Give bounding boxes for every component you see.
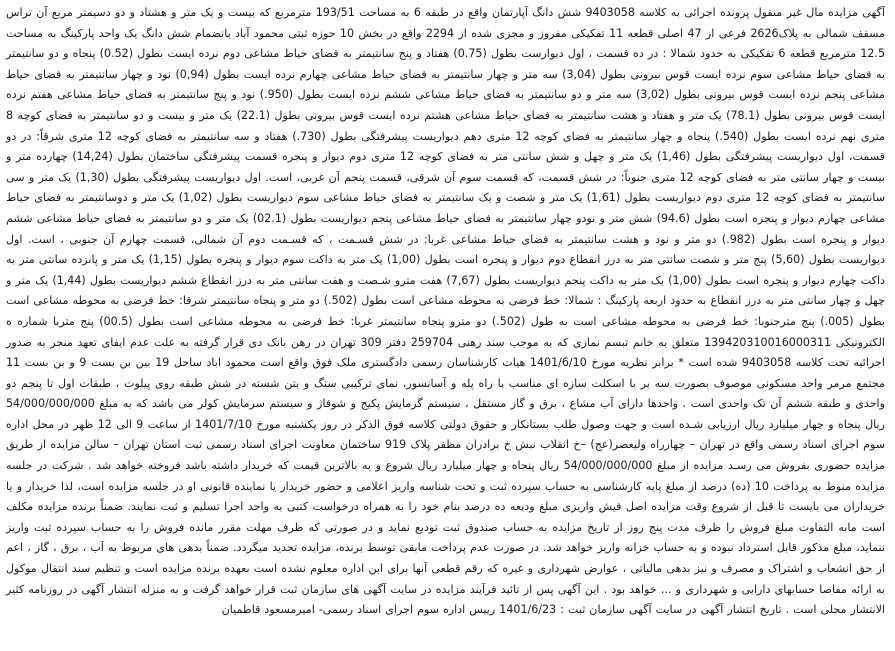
auction-notice-text: آگهی مزایده مال غیر منقول پرونده اجرائی به کلاسه 9403058 شش دانگ آپارتمان واقع در طبقه 6 به مساحت 193/51 مترمربع که بیست و یک متر و هشتاد و دو دسیمتر مربع آن تراس مسقف شمالی به پلاک2626 فرعی از 47 اصلی قطعه 11 تفکیکی مفروز و مجزی شده از 2294 واقع در بخش 10 حوزه ثبتی محمود آباد بانضمام شش دانگ یک واحد پارکینگ به مساحت 12.5 مترمربع قطعه 6 تفکیکی به حدود شمالا : در ده قسمت ، اول دیوارست بطول (0.75) هفتاد و پنج سانتیمتر به فضای حیاط مشاعی دوم نرده ایست بطول (0.52) پنجاه و دو سانتیمتر به فضای حیاط مشاعی سوم نرده ایست قوس بیرونی بطول (3,04) سه متر و چهار سانتیمتر به فضای حیاط مشاعی چهارم نرده ایست بطول (0,94) نود و چهار سانتیمتر به فضای حیاط مشاعی پنجم نرده ایست قوس بیرونی بطول (3,02) سه متر و دو سانتیمتر به فضای حیاط مشاعی ششم نرده ایست بطول (950.) نود و پنج سانتیمتر به فضای حیاط مشاعی هفتم نرده ایست قوس بیرونی بطول (78.1) یک متر و هفتاد و هشت سانتیمتر به فضای حیاط مشاعی هشتم نرده ایست قوس بیرونی بطول (22.1) یک متر و بیست و دو سانتیمتر به فضای کوچه 8 متری نهم نرده ایست بطول (540.) پنجاه و چهار سانتیمتر به فضای کوچه 12 متری دهم دیواریست پیشرفتگی بطول (730.) هفتاد و سه سانتیمتر به فضای کوچه 12 متری شرقاً: در دو قسمت، اول دیواریست پیشرفتگی بطول (1,46) یک متر و چهل و شش سانتی متر به فضای کوچه 12 متری دوم دیوار و پنجره قسمت پیشرفتگی ساختمان بطول (14,24) چهارده متر و بیست و چهار سانتی متر به فضای کوچه 12 متری جنوباً: در شش قسمت، که قسمت سوم آن شرقی، قسمت پنجم آن غربی، است. اول دیواریست پیشرفتگی بطول (1,30) یک متر و سی سانتیمتر به فضای کوچه 12 متری دوم دیواریست بطول (1,61) یک متر و شصت و یک سانتیمتر به فضای حیاط مشاعی سوم دیواریست بطول (1,02) یک متر و دوسانتیمتر به فضای حیاط مشاعی چهارم دیوار و پنجره است بطول (94.6) شش متر و نودو چهار سانتیمتر به فضای حیاط مشاعی پنجم دیواریست بطول (02.1) یک متر و دو سانتیمتر به فضای حیاط مشاعی ششم دیوار و پنجره است بطول (982.) دو متر و نود و هشت سانتیمتر به فضای حیاط مشاعی غربا: در شش قسـمت ، که قسـمت دوم آن شمالی، قسمت چهارم آن جنوبی ، است. اول دیواریست بطول (5,60) پنج متر و شصت سانتی متر به درز انقطاع دوم دیوار و پنجره است بطول (1,00) یک متر به داکت سوم دیوار و پنجره بطول (1,15) یک متر و پانزده سانتی متر به داکت چهارم دیوار و پنجره است بطول (1,00) یک متر به داکت پنجم دیواریست بطول (7,67) هفت مترو شـصت و هفت سانتی متر به درز انقطاع ششم دیواریست بطول (1,44) یک متر و چهل و چهار سانتی متر به درز انقطاع به حدود اربعه پارکینگ : شمالا: خط فرضی به محوطه مشاعی است بطول (502.) دو متر و پنجاه سانتیمتر شرقا: خط فرضی به محوطه مشاعی است بطول (005.) پنج مترجنوبا: خط فرضی به محوطه مشاعی است به طول (502.) دو مترو پنجاه سانتیمتر غربا: خط فرضی به محوطه مشاعی است بطول (00.5) پنج متربا شماره ه الکترونیکی 139420310016000311 متعلق به خانم تبسم نمازی که به موجب سند رهنی 259704 دفتر 309 تهران در رهن بانک دی قرار گرفته به علت عدم ایفای تعهد منجر به صدور اجرائیه تحت کلاسه 9403058 شده است * برابر نظریه مورخ 1401/6/10 هیات کارشناسان رسمی دادگستری ملک فوق واقع است محمود اباد ساحل 19 بین بن بست 9 و بن بست 11 مجتمع مرمر واحد مسکونی موصوف بصورت سه بر با اسکلت سازه ای مناسب با راه پله و آسانسور، نمای ترکیبی سنگ و بتن شسته در شش طبقه روی پیلوت ، طبقات اول تا پنجم دو واحدی و طبقه ششم آن تک واحدی است . واحدها دارای آب مشاع ، برق و گاز مستقل ، سیستم گرمایش پکیج و شوفاژ و سیستم سرمایش کولر می باشد که به مبلغ 54/000/000/000 ریال پنجاه و چهار میلیارد ریال ارزیابی شـده است و جهت وصول طلب بستانکار و حقوق دولتی کلاسه فوق الذکر در روز یکشنبه مورخ 1401/7/10 از ساعت 9 الی 12 ظهر در محل اداره سوم اجرای اسناد رسمی واقع در تهران – چهارراه ولیعصر(عج) –خ انقلاب نبش خ برادران مظفر پلاک 919 ساختمان معاونت اجرای اسناد رسمی ثبت استان تهران – سالن مزایده از طریق مزایده حضوری بفروش می رسـد مزایده از مبلغ 54/000/000/000 ریال پنجاه و چهار میلیارد ریال شروع و به بالاترین قیمت که خریدار داشته باشد فروخته خواهد شد . شرکت در جلسه مزایده منوط به پرداخت 10 (ده) درصد از مبلغ پایه کارشناسی به حساب سپرده ثبت و تحت شناسه واریز اعلامی و حضور خریدار یا نماینده قانونی او در جلسه مزایده است، لذا خریدار و یا خریداران می بایست تا قبل از شروع وقت مزایده اصل فیش واریزی مبلغ ودیعه ده درصد بنام خود را به همراه درخواست کتبی به واحد اجرا تسلیم و ثبت نمایند. ضمناً برنده مزایده مکلف است مابه التفاوت مبلغ فروش را ظرف مدت پنج روز از تاریخ مزایده به حساب صندوق ثبت تودیع نماید و در صورتی که ظرف مهلت مقرر مانده فروش را به حساب سپرده ثبت واریز ننماید، مبلغ مذکور قابل استرداد نبوده و به حساب خزانه واریز خواهد شد. در صورت عدم پرداخت مابقی توسط برنده، مزایده تجدید میگردد. ضمناً بدهی های مربوط به آب ، برق ، گاز ، اعم از حق انشعاب و اشتراک و مصرف و نیز بدهی مالیاتی ، عوارض شهرداری و غیره که رقم قطعی آنها برای این اداره معلوم نشده است بعهده برنده مزایده است و تنظیم سند انتقال موکول به ارائه مفاصا حسابهای دارایی و شهرداری و ... خواهد بود . این آگهی پس از تائید فرآیند مزایده در سایت آگهی های سازمان ثبت قرار خواهد گرفت و به منزله انتشار آگهی در روزنامه کثیر الانتشار محلی است . تاریخ انتشار آگهی در سایت آگهی سازمان ثبت : 1401/6/23 رییس اداره سوم اجرای اسناد رسمی- امیرمسعود قاطمیان — [6, 6, 886, 617]
